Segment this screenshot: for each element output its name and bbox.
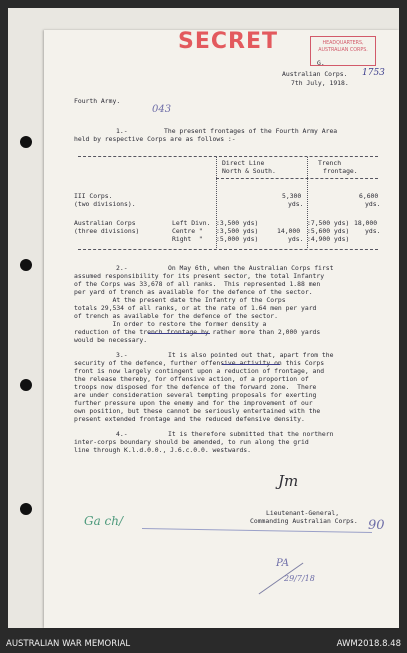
- centre-divn-direct: :3,500 yds): [216, 227, 259, 235]
- para3-number: 3.-: [116, 351, 128, 359]
- left-divn-label: Left Divn.: [172, 219, 211, 227]
- header-date: 7th July, 1918.: [291, 79, 349, 87]
- table-rule-bottom: [78, 249, 378, 250]
- addressee: Fourth Army.: [74, 97, 121, 105]
- row-iii-corps: III Corps.: [74, 192, 113, 200]
- para1-number: 1.-: [116, 127, 128, 135]
- signature-title-line2: Commanding Australian Corps.: [250, 517, 358, 525]
- para3-line: troops now disposed for the defence of the forward zone. There: [74, 383, 317, 391]
- green-pencil-initials: Ga ch/: [84, 514, 124, 528]
- para3-line: present extended frontage and the reduced defensive density.: [74, 415, 305, 423]
- para4-line: line through K.l.d.0.0., J.6.c.0.0. westwards.: [74, 446, 251, 454]
- row-australian-corps-divisions: (three divisions): [74, 227, 140, 235]
- iii-corps-direct-value: 5,300: [282, 192, 302, 200]
- para2-line: In order to restore the former density a: [74, 320, 267, 328]
- header-frontage: frontage.: [323, 167, 358, 175]
- para2-line: On May 6th, when the Australian Corps first: [168, 264, 334, 272]
- iii-corps-trench-value: 6,600: [359, 192, 379, 200]
- secret-stamp: SECRET: [178, 29, 278, 54]
- para3-line: It is also pointed out that, apart from the: [168, 351, 334, 359]
- handwritten-file-number: 1753: [362, 68, 385, 78]
- para2-line: of trench as available for the defence of the sector.: [74, 312, 278, 320]
- australian-corps-trench-total: 18,000: [354, 219, 378, 227]
- footer-credit: AUSTRALIAN WAR MEMORIAL: [6, 639, 131, 649]
- para2-line: of the Corps was 33,678 of all ranks. This represented 1.88 men: [74, 280, 321, 288]
- pencil-number-90: 90: [368, 518, 385, 533]
- left-divn-direct: :3,500 yds): [216, 219, 259, 227]
- punch-hole: [20, 379, 32, 391]
- pencil-stroke: [142, 528, 372, 533]
- right-divn-direct: :5,000 yds): [216, 235, 259, 243]
- header-direct-line: Direct Line: [222, 159, 265, 167]
- hq-stamp-line2: AUSTRALIAN CORPS.: [318, 48, 368, 53]
- row-australian-corps: Australian Corps: [74, 219, 136, 227]
- signature-scrawl: Jm: [278, 472, 299, 490]
- table-rule-header: [216, 178, 378, 179]
- para1-line1: The present frontages of the Fourth Army Area: [164, 127, 338, 135]
- footer-bar: [0, 636, 407, 653]
- strikethrough-mark: [148, 333, 210, 334]
- centre-divn-label: Centre ": [172, 227, 203, 235]
- australian-corps-direct-total: 14,000: [277, 227, 301, 235]
- pencil-pa-initials: PA: [276, 558, 290, 569]
- document-page: [44, 30, 399, 628]
- header-north-south: North & South.: [222, 167, 276, 175]
- para4-number: 4.-: [116, 430, 128, 438]
- header-trench: Trench: [318, 159, 342, 167]
- para2-line: per yard of trench as available for the defence of the sector.: [74, 288, 313, 296]
- hq-stamp-line1: HEADQUARTERS,: [322, 41, 364, 46]
- para4-line: It is therefore submitted that the northern: [168, 430, 334, 438]
- header-g: G.: [317, 59, 325, 67]
- para2-line: totals 29,534 of all ranks, or at the rate of 1.64 men per yard: [74, 304, 317, 312]
- punch-hole: [20, 259, 32, 271]
- row-iii-corps-divisions: (two divisions).: [74, 200, 136, 208]
- para1-line2: held by respective Corps are as follows :-: [74, 135, 236, 143]
- right-divn-trench: :4,900 yds): [307, 235, 350, 243]
- header-corps: Australian Corps.: [282, 70, 348, 78]
- signature-title-line1: Lieutenant-General,: [266, 509, 340, 517]
- australian-corps-trench-unit: yds.: [365, 227, 381, 235]
- table-rule-top: [78, 156, 378, 157]
- iii-corps-direct-unit: yds.: [288, 200, 304, 208]
- punch-hole: [20, 136, 32, 148]
- pencil-pa-date: 29/7/18: [284, 574, 315, 583]
- para3-line: front is now largely contingent upon a reduction of frontage, and: [74, 367, 325, 375]
- footer-accession-number: AWM2018.8.48: [336, 639, 401, 649]
- para2-line: At the present date the Infantry of the Corps: [74, 296, 286, 304]
- para2-number: 2.-: [116, 264, 128, 272]
- centre-divn-trench: :5,600 yds): [307, 227, 350, 235]
- pencil-reference: 043: [152, 104, 172, 115]
- iii-corps-trench-unit: yds.: [365, 200, 381, 208]
- para3-line: security of the defence, further offensive activity on this Corps: [74, 359, 325, 367]
- punch-hole: [20, 503, 32, 515]
- para2-line: would be necessary.: [74, 336, 148, 344]
- para2-line: assumed responsibility for its present sector, the total Infantry: [74, 272, 325, 280]
- para3-line: further pressure upon the enemy and for the improvement of our: [74, 399, 313, 407]
- australian-corps-direct-unit: yds.: [288, 235, 304, 243]
- para4-line: inter-corps boundary should be amended, to run along the grid: [74, 438, 309, 446]
- strikethrough-mark: [222, 364, 280, 365]
- left-divn-trench: :7,500 yds): [307, 219, 350, 227]
- para2-line: reduction of the trench frontage by rather more than 2,000 yards: [74, 328, 321, 336]
- para3-line: own position, but these cannot be seriously entertained with the: [74, 407, 321, 415]
- right-divn-label: Right ": [172, 235, 203, 243]
- para3-line: are under consideration several tempting proposals for exerting: [74, 391, 317, 399]
- para3-line: the release thereby, for offensive action, of a proportion of: [74, 375, 309, 383]
